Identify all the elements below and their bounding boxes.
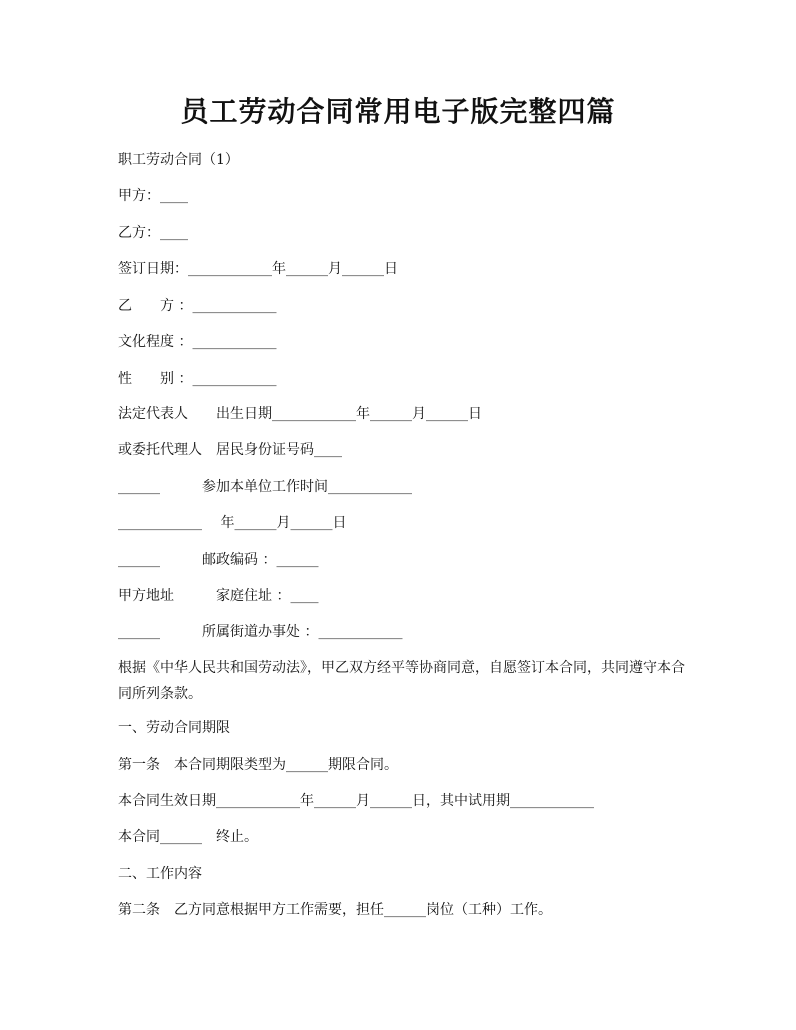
party-b-name-line: 乙 方 ：____________ [118, 298, 277, 314]
postal-code-line: ______ 邮政编码 ：______ [118, 552, 319, 568]
legal-rep-birthdate-line: 法定代表人 出生日期____________年______月______日 [118, 406, 482, 422]
article-two-line: 第二条 乙方同意根据甲方工作需要，担任______岗位（工种）工作。 [118, 902, 552, 918]
article-one-line: 第一条 本合同期限类型为______期限合同。 [118, 757, 398, 773]
signing-date-line: 签订日期：____________年______月______日 [118, 261, 398, 277]
preamble-paragraph: 根据《中华人民共和国劳动法》，甲乙双方经平等协商同意，自愿签订本合同，共同遵守本合同所列条款。 [118, 660, 685, 702]
section-one-heading: 一、劳动合同期限 [118, 720, 230, 736]
gender-line: 性 别 ：____________ [118, 371, 277, 387]
party-b-line: 乙方：____ [118, 225, 188, 241]
termination-line: 本合同______ 终止。 [118, 829, 258, 845]
education-line: 文化程度 ：____________ [118, 334, 277, 350]
street-office-line: ______ 所属街道办事处 ：____________ [118, 624, 403, 640]
document-title: 员工劳动合同常用电子版完整四篇 [180, 95, 616, 128]
join-date-line: ____________ 年______月______日 [118, 515, 347, 531]
address-line: 甲方地址 家庭住址 ：____ [118, 588, 319, 604]
effective-date-line: 本合同生效日期____________年______月______日，其中试用期____________ [118, 793, 594, 809]
contract-heading: 职工劳动合同（1） [118, 152, 239, 168]
agent-id-number-line: 或委托代理人 居民身份证号码____ [118, 442, 342, 458]
section-two-heading: 二、工作内容 [118, 866, 202, 882]
join-work-time-line: ______ 参加本单位工作时间____________ [118, 479, 412, 495]
party-a-line: 甲方：____ [118, 188, 188, 204]
